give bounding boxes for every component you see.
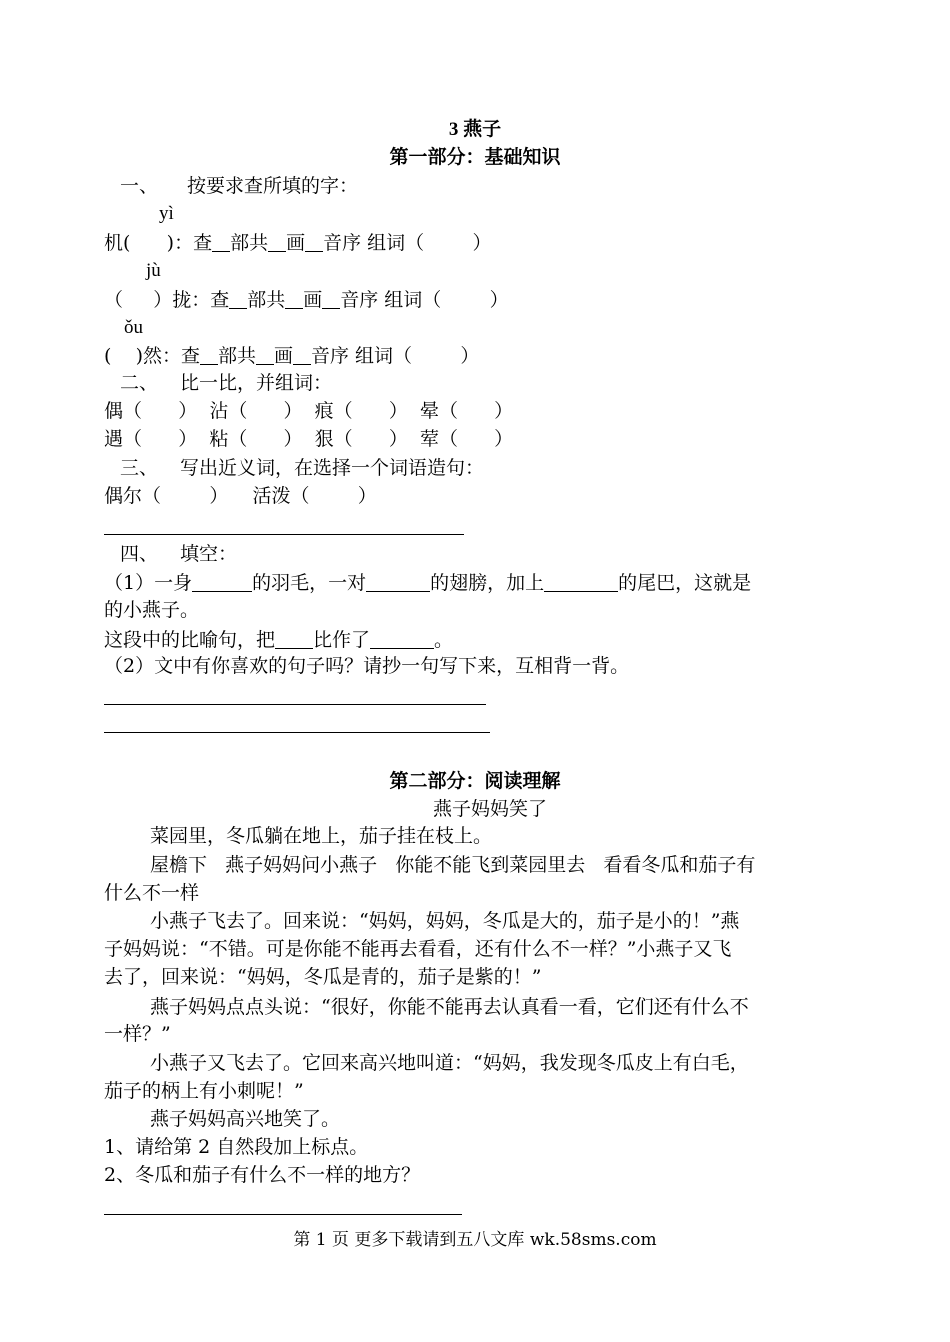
story-line: 一样？” xyxy=(104,1023,171,1045)
pinyin-yi: yì xyxy=(159,203,174,224)
q4-text: 填空： xyxy=(180,543,238,565)
q1-label: 一、 xyxy=(120,175,159,197)
part2-heading: 第二部分：阅读理解 xyxy=(389,770,561,792)
story-line: 子妈妈说：“不错。可是你能不能再去看看，还有什么不一样？”小燕子又飞 xyxy=(104,938,732,960)
q2-text: 比一比，并组词： xyxy=(180,372,333,394)
story-line: 什么不一样 xyxy=(104,882,200,904)
pinyin-ju: jù xyxy=(146,260,161,281)
q4-label: 四、 xyxy=(120,543,159,565)
q4-sentence-3: （2）文中有你喜欢的句子吗？请抄一句写下来，互相背一背。 xyxy=(104,655,630,677)
story-line: 茄子的柄上有小刺呢！” xyxy=(104,1080,304,1102)
story-line: 燕子妈妈点点头说：“很好，你能不能再去认真看一看，它们还有什么不 xyxy=(150,996,749,1018)
q3-row: 偶尔（ ） 活泼（ ） xyxy=(104,485,377,507)
part1-heading: 第一部分：基础知识 xyxy=(389,146,561,168)
doc-title: 3 燕子 xyxy=(448,119,502,140)
q2-label: 二、 xyxy=(120,372,159,394)
q1-item-2: （ ）拢：查 部共 画 音序 组词（ ） xyxy=(104,289,509,311)
story-line: 燕子妈妈高兴地笑了。 xyxy=(150,1108,341,1130)
q2-row-2: 遇（ ） 粘（ ） 狠（ ） 荤（ ） xyxy=(104,428,514,450)
story-line: 小燕子又飞去了。它回来高兴地叫道：“妈妈，我发现冬瓜皮上有白毛， xyxy=(150,1052,749,1074)
story-line: 屋檐下 燕子妈妈问小燕子 你能不能飞到菜园里去 看看冬瓜和茄子有 xyxy=(150,854,756,876)
q3-text: 写出近义词，在选择一个词语造句： xyxy=(180,457,485,479)
pinyin-ou: ǒu xyxy=(124,317,143,338)
story-line: 小燕子飞去了。回来说：“妈妈，妈妈，冬瓜是大的，茄子是小的！”燕 xyxy=(150,910,740,932)
answer-line xyxy=(104,704,486,705)
reading-question-2: 2、冬瓜和茄子有什么不一样的地方？ xyxy=(104,1164,421,1186)
q1-item-1: 机( )：查 部共 画 音序 组词（ ） xyxy=(104,232,492,254)
page-footer: 第 1 页 更多下载请到五八文库 wk.58sms.com xyxy=(293,1230,657,1250)
q4-sentence-1-end: 的小燕子。 xyxy=(104,599,200,621)
answer-line xyxy=(104,732,490,733)
reading-question-1: 1、请给第 2 自然段加上标点。 xyxy=(104,1136,369,1158)
q1-text: 按要求查所填的字： xyxy=(187,175,359,197)
story-line: 去了，回来说：“妈妈，冬瓜是青的，茄子是紫的！” xyxy=(104,966,542,988)
q3-label: 三、 xyxy=(120,457,159,479)
q4-sentence-2: 这段中的比喻句，把 比作了 。 xyxy=(104,629,454,651)
answer-line xyxy=(104,1214,462,1215)
story-line: 菜园里，冬瓜躺在地上，茄子挂在枝上。 xyxy=(150,825,493,847)
q4-sentence-1: （1）一身 的羽毛，一对 的翅膀，加上 的尾巴，这就是 xyxy=(104,572,752,594)
story-title: 燕子妈妈笑了 xyxy=(433,798,548,820)
q2-row-1: 偶（ ） 沾（ ） 痕（ ） 晕（ ） xyxy=(104,400,514,422)
q1-item-3: ( )然：查 部共 画 音序 组词（ ） xyxy=(104,345,480,367)
answer-line xyxy=(104,534,464,535)
